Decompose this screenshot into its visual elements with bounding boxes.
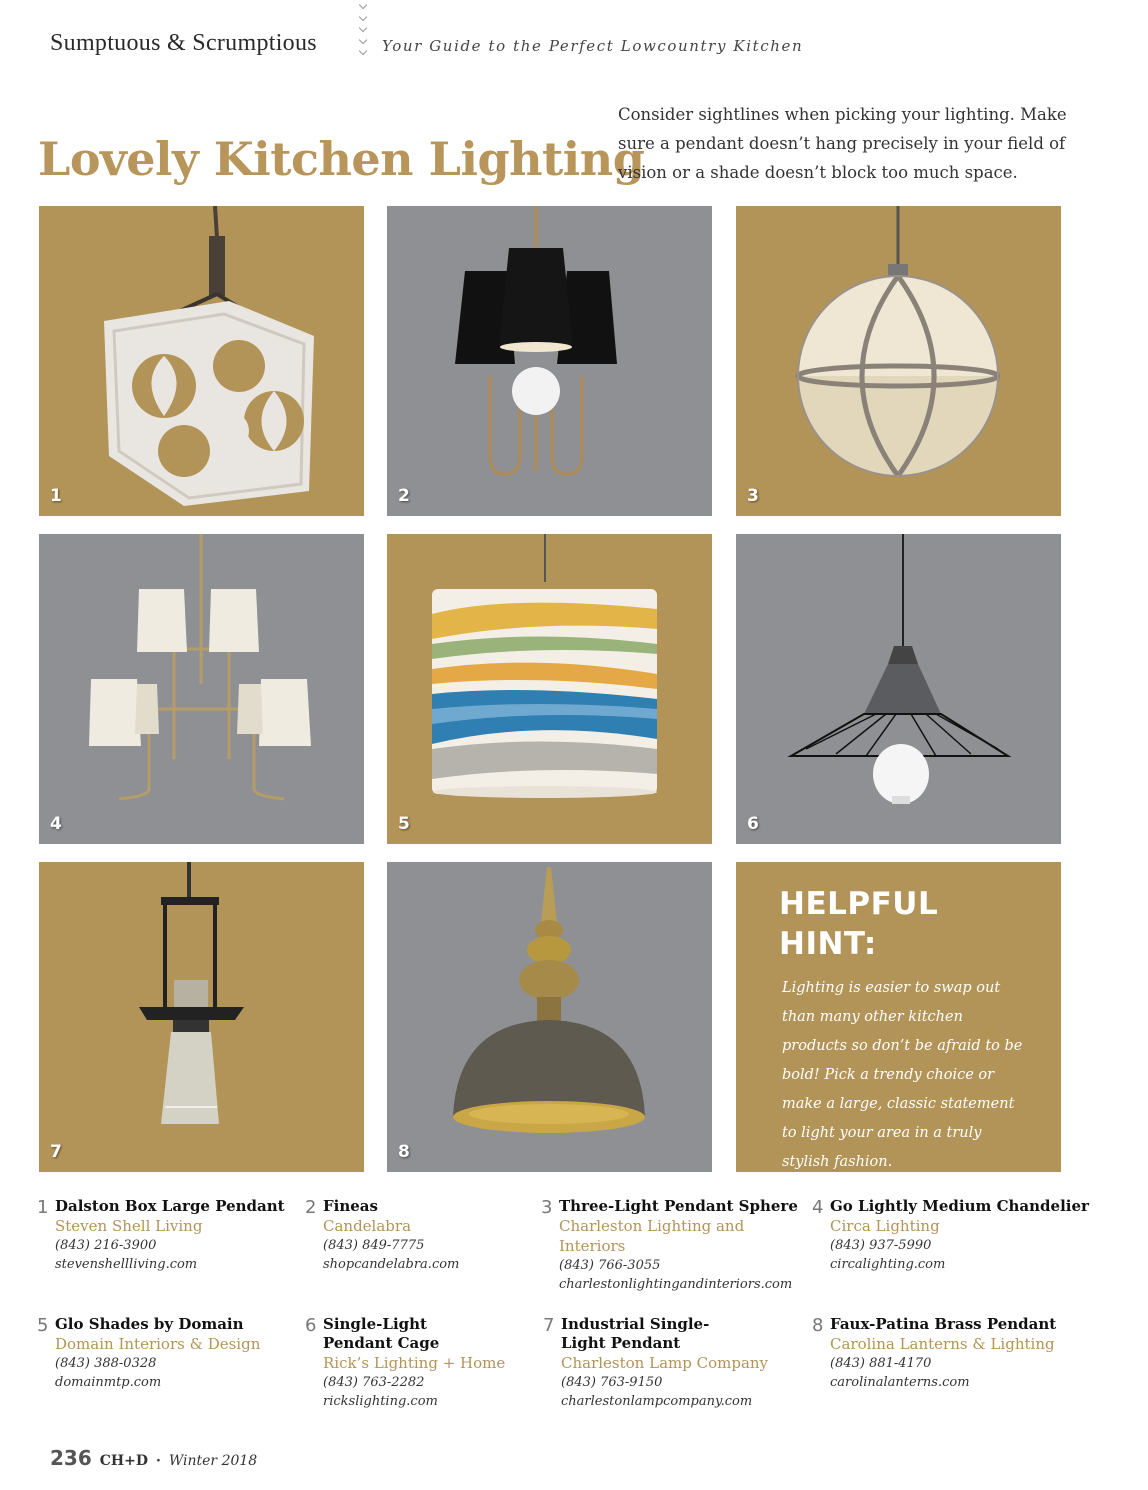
credit-item-2: 2 Fineas Candelabra (843) 849-7775 shopcandelabra.com [305, 1197, 460, 1272]
intro-paragraph: Consider sightlines when picking your lighting. Make sure a pendant doesn’t hang precisely in your field of vision or a shade doesn’t block too much space. [618, 105, 1067, 182]
footer-separator: · [156, 1453, 161, 1469]
tile-number: 1 [50, 486, 62, 506]
product-tile-4 [39, 534, 364, 844]
helpful-hint-box [736, 862, 1061, 1172]
credit-item-5: 5 Glo Shades by Domain Domain Interiors & Design (843) 388-0328 domainmtp.com [37, 1315, 261, 1390]
publication-name: CH+D [99, 1453, 148, 1469]
page-footer [50, 1446, 257, 1470]
credit-item-1: 1 Dalston Box Large Pendant Steven Shell Living (843) 216-3900 stevenshellliving.com [37, 1197, 285, 1272]
product-tile-1 [39, 206, 364, 516]
tile-number: 6 [747, 814, 759, 834]
product-tile-3 [736, 206, 1061, 516]
tile-number: 5 [398, 814, 410, 834]
issue-name: Winter 2018 [168, 1453, 258, 1469]
brass-dome-pendant-image [387, 862, 712, 1172]
credit-item-7: 7 Industrial Single- Light Pendant Charleston Lamp Company (843) 763-9150 charlestonlampcompany.com [543, 1315, 769, 1409]
hint-text: Lighting is easier to swap out than many other kitchen products so don’t be afraid to be bold! Pick a trendy choice or make a large, classic statement to light your area in a truly stylish fashion. [782, 980, 1023, 1170]
hint-title: HELPFUL HINT: [779, 886, 939, 962]
credit-item-8: 8 Faux-Patina Brass Pendant Carolina Lanterns & Lighting (843) 881-4170 carolinalanterns.com [812, 1315, 1057, 1390]
product-tile-8 [387, 862, 712, 1172]
product-tile-2 [387, 206, 712, 516]
tile-number: 8 [398, 1142, 410, 1162]
section-title: Sumptuous & Scrumptious [50, 30, 317, 56]
product-tile-6 [736, 534, 1061, 844]
tile-number: 4 [50, 814, 62, 834]
box-pendant-image [39, 206, 364, 516]
credit-item-3: 3 Three-Light Pendant Sphere Charleston Lighting and Interiors (843) 766-3055 charlestonlightingandinteriors.com [541, 1197, 798, 1292]
credit-item-4: 4 Go Lightly Medium Chandelier Circa Lighting (843) 937-5990 circalighting.com [812, 1197, 1089, 1272]
drum-shade-image [387, 534, 712, 844]
tile-number: 3 [747, 486, 759, 506]
page-number: 236 [50, 1446, 92, 1470]
cage-pendant-image [736, 534, 1061, 844]
product-tile-5 [387, 534, 712, 844]
tile-number: 7 [50, 1142, 62, 1162]
glass-sphere-pendant-image [736, 206, 1061, 516]
page-title: Lovely Kitchen Lighting [38, 132, 645, 186]
chandelier-image [39, 534, 364, 844]
product-tile-7 [39, 862, 364, 1172]
three-shade-chandelier-image [387, 206, 712, 516]
tile-number: 2 [398, 486, 410, 506]
section-tagline: Your Guide to the Perfect Lowcountry Kitchen [382, 37, 804, 55]
chevron-divider-icon [360, 2, 366, 54]
credit-item-6: 6 Single-Light Pendant Cage Rick’s Lighting + Home (843) 763-2282 rickslighting.com [305, 1315, 506, 1409]
industrial-pendant-image [39, 862, 364, 1172]
